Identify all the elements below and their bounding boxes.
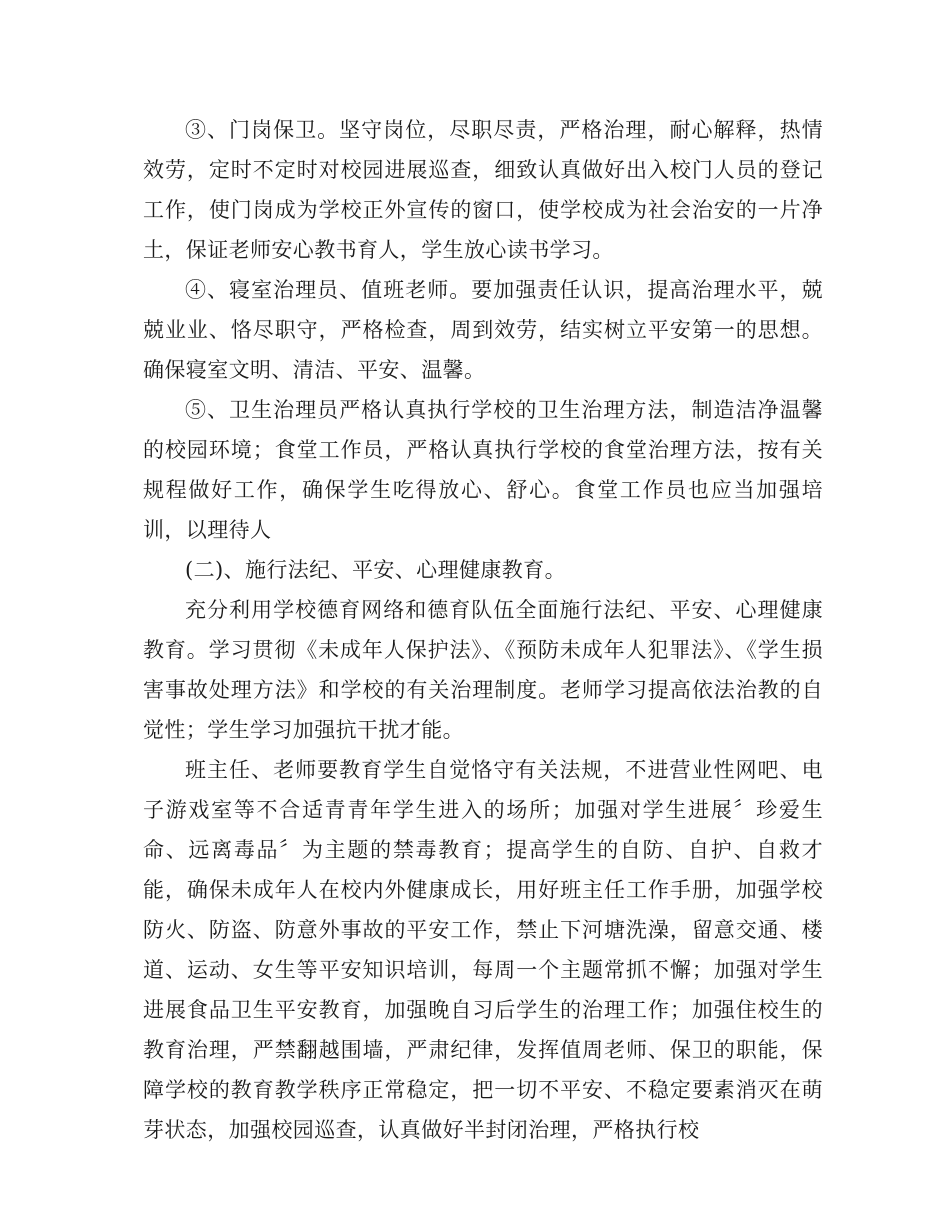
paragraph-class-teacher-duties: 班主任、老师要教育学生自觉恪守有关法规，不进营业性网吧、电子游戏室等不合适青青年学生进入的场所；加强对学生进展〞珍爱生命、远离毒品〞为主题的禁毒教育；提高学生的自防、自护、自救才能，确保未成年人在校内外健康成长，用好班主任工作手册，加强学校防火、防盗、防意外事故的平安工作，禁止下河塘洗澡，留意交通、楼道、运动、女生等平安知识培训，每周一个主题常抓不懈；加强对学生进展食品卫生平安教育，加强晚自习后学生的治理工作；加强住校生的教育治理，严禁翻越围墙，严肃纪律，发挥值周老师、保卫的职能，保障学校的教育教学秩序正常稳定，把一切不平安、不稳定要素消灭在萌芽状态，加强校园巡查，认真做好半封闭治理，严格执行校: [143, 758, 823, 1142]
document-body: [143, 110, 823, 1150]
paragraph-gate-guard: ③、门岗保卫。坚守岗位，尽职尽责，严格治理，耐心解释，热情效劳，定时不定时对校园进展巡查，细致认真做好出入校门人员的登记工作，使门岗成为学校正外宣传的窗口，使学校成为社会治安的一片净土，保证老师安心教书育人，学生放心读书学习。: [143, 118, 823, 262]
paragraph-legal-education: 充分利用学校德育网络和德育队伍全面施行法纪、平安、心理健康教育。学习贯彻《未成年人保护法》、《预防未成年人犯罪法》、《学生损害事故处理方法》和学校的有关治理制度。老师学习提高依法治教的自觉性；学生学习加强抗干扰才能。: [143, 598, 823, 742]
section-heading-legal-safety-education: (二)、施行法纪、平安、心理健康教育。: [185, 558, 566, 582]
paragraph-hygiene-canteen: ⑤、卫生治理员严格认真执行学校的卫生治理方法，制造洁净温馨的校园环境；食堂工作员，严格认真执行学校的食堂治理方法，按有关规程做好工作，确保学生吃得放心、舒心。食堂工作员也应当加强培训，以理待人: [143, 398, 823, 542]
paragraph-dormitory-manager: ④、寝室治理员、值班老师。要加强责任认识，提高治理水平，兢兢业业、恪尽职守，严格检查，周到效劳，结实树立平安第一的思想。确保寝室文明、清洁、平安、温馨。: [143, 278, 823, 382]
